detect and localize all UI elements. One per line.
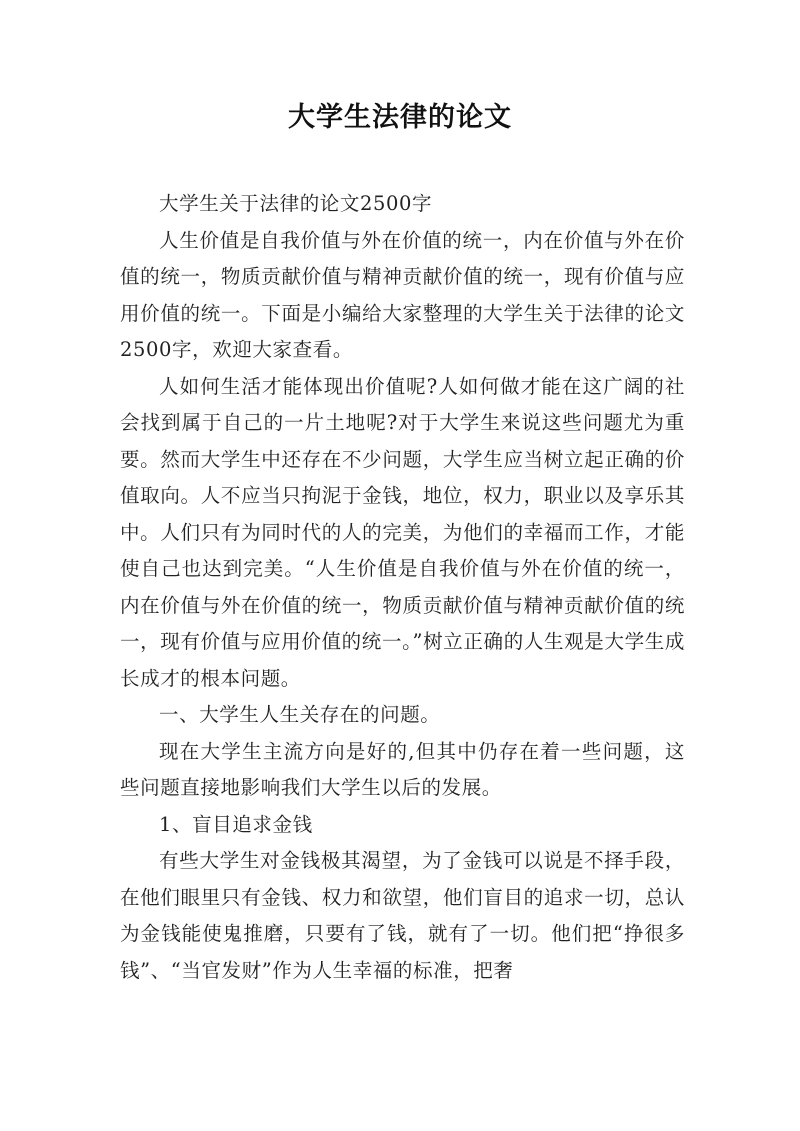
document-body [120,186,685,989]
subtitle-paragraph: 大学生关于法律的论文2500字 [159,192,433,215]
intro-paragraph: 人生价值是自我价值与外在价值的统一，内在价值与外在价值的统一，物质贡献价值与精神贡献价值的统一，现有价值与应用价值的统一。下面是小编给大家整理的大学生关于法律的论文2500字，欢迎大家查看。 [120,228,685,361]
body-paragraph: 现在大学生主流方向是好的,但其中仍存在着一些问题，这些问题直接地影响我们大学生以后的发展。 [120,739,685,799]
section-heading: 一、大学生人生关存在的问题。 [159,703,441,726]
body-paragraph: 有些大学生对金钱极其渴望，为了金钱可以说是不择手段，在他们眼里只有金钱、权力和欲望，他们盲目的追求一切，总认为金钱能使鬼推磨，只要有了钱，就有了一切。他们把“挣很多钱”、“当官发财”作为人生幸福的标准，把奢 [120,849,685,982]
subsection-heading: 1、盲目追求金钱 [159,812,313,836]
body-paragraph: 人如何生活才能体现出价值呢?人如何做才能在这广阔的社会找到属于自己的一片土地呢?对于大学生来说这些问题尤为重要。然而大学生中还存在不少问题，大学生应当树立起正确的价值取向。人不应当只拘泥于金钱，地位，权力，职业以及享乐其中。人们只有为同时代的人的完美，为他们的幸福而工作，才能使自己也达到完美。“人生价值是自我价值与外在价值的统一，内在价值与外在价值的统一，物质贡献价值与精神贡献价值的统一，现有价值与应用价值的统一。”树立正确的人生观是大学生成长成才的根本问题。 [120,374,685,690]
document-title: 大学生法律的论文 [288,102,512,133]
